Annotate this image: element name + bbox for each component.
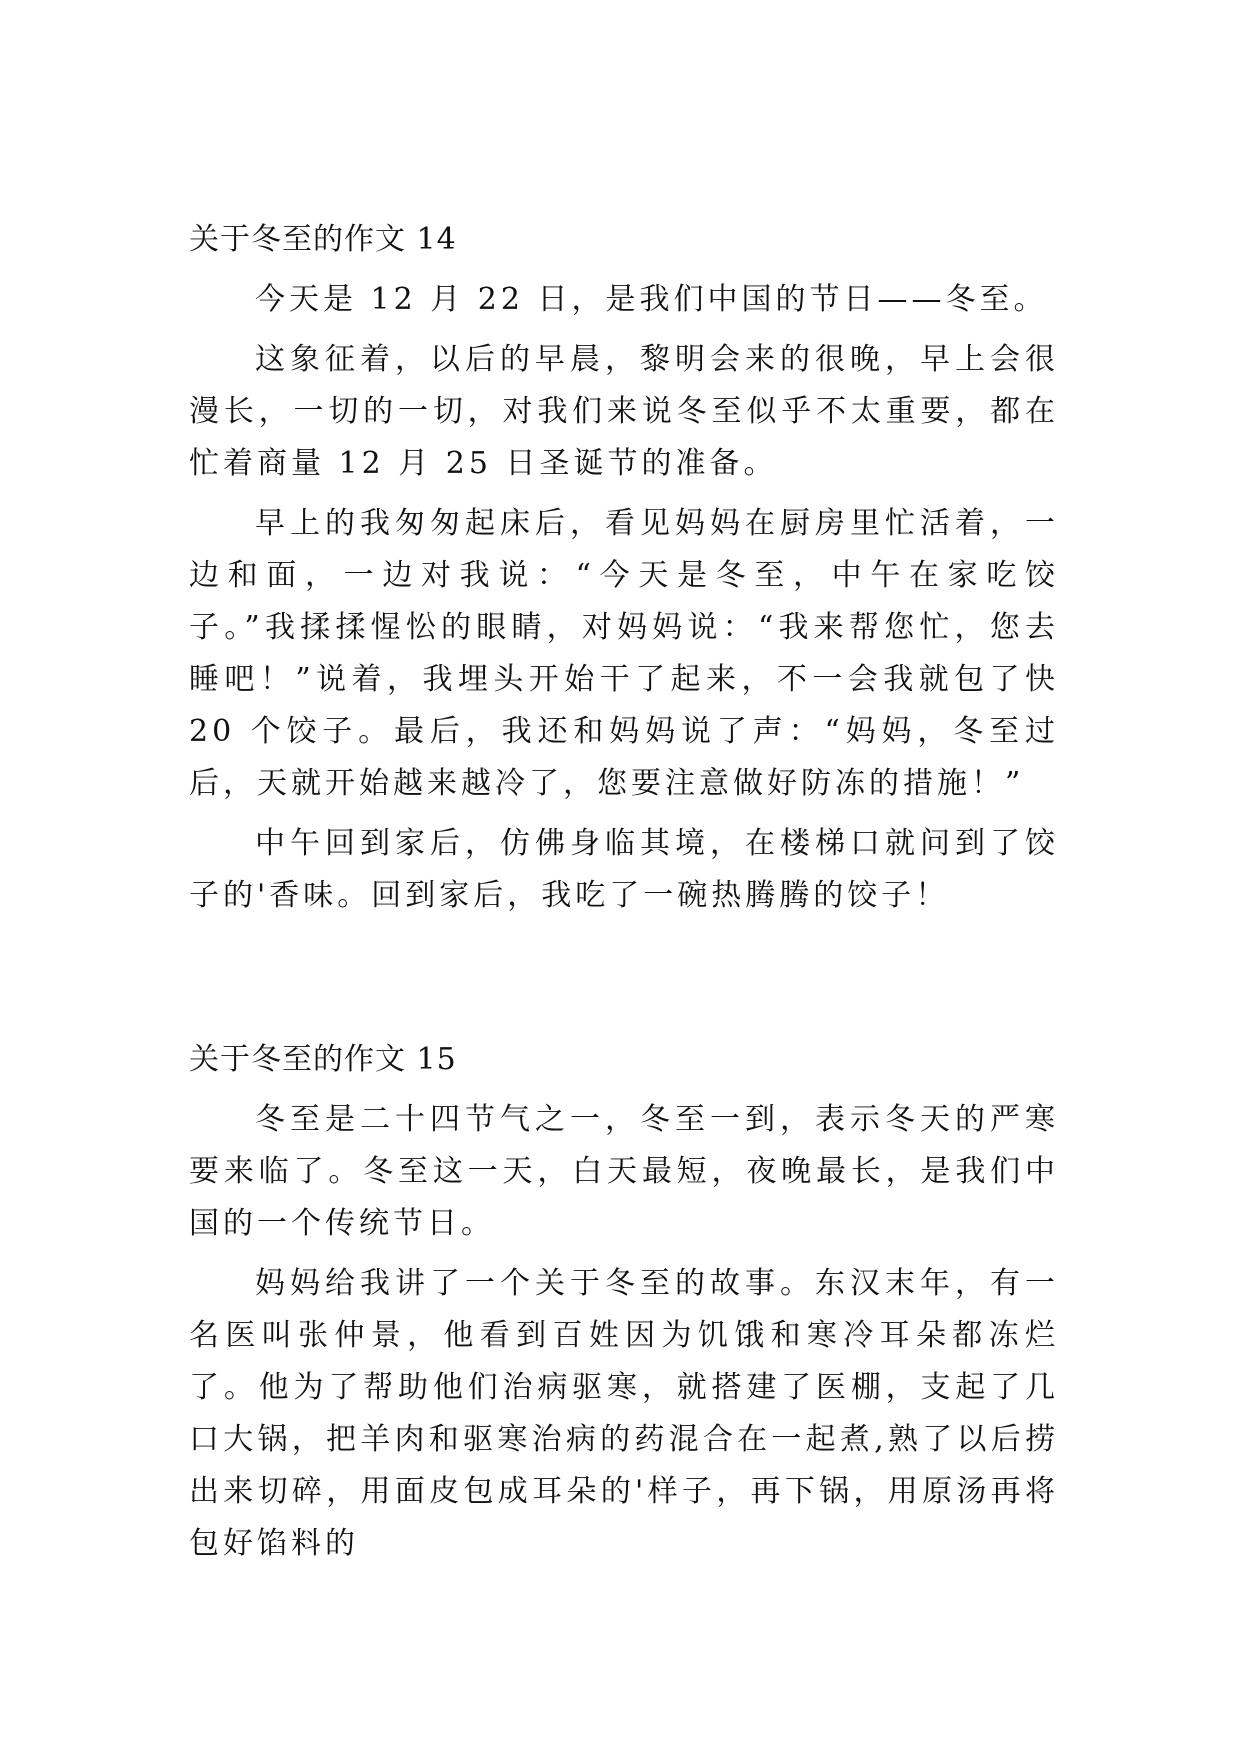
essay-title: 关于冬至的作文 15 (189, 1042, 457, 1077)
essay-title: 关于冬至的作文 14 (189, 222, 457, 257)
essay-paragraph: 冬至是二十四节气之一，冬至一到，表示冬天的严寒要来临了。冬至这一天，白天最短，夜晚最长，是我们中国的一个传统节日。 (189, 1102, 1059, 1241)
essay-paragraph: 今天是 12 月 22 日，是我们中国的节日——冬至。 (255, 282, 1048, 317)
essay-paragraph: 这象征着，以后的早晨，黎明会来的很晚，早上会很漫长，一切的一切，对我们来说冬至似乎不太重要，都在忙着商量 12 月 25 日圣诞节的准备。 (189, 342, 1059, 481)
essay-paragraph: 中午回到家后，仿佛身临其境，在楼梯口就问到了饺子的'香味。回到家后，我吃了一碗热腾腾的饺子！ (189, 826, 1059, 913)
essay-section (189, 214, 1059, 922)
essay-paragraph: 早上的我匆匆起床后，看见妈妈在厨房里忙活着，一边和面，一边对我说：“今天是冬至，中午在家吃饺子。”我揉揉惺忪的眼睛，对妈妈说：“我来帮您忙，您去睡吧！”说着，我埋头开始干了起来，不一会我就包了快 20 个饺子。最后，我还和妈妈说了声：“妈妈，冬至过后，天就开始越来越冷了，您要注意做好防冻的措施！” (189, 506, 1059, 801)
essay-section (189, 1034, 1059, 1570)
essay-paragraph: 妈妈给我讲了一个关于冬至的故事。东汉末年，有一名医叫张仲景，他看到百姓因为饥饿和寒冷耳朵都冻烂了。他为了帮助他们治病驱寒，就搭建了医棚，支起了几口大锅，把羊肉和驱寒治病的药混合在一起煮,熟了以后捞出来切碎，用面皮包成耳朵的'样子，再下锅，用原汤再将包好馅料的 (189, 1266, 1059, 1561)
